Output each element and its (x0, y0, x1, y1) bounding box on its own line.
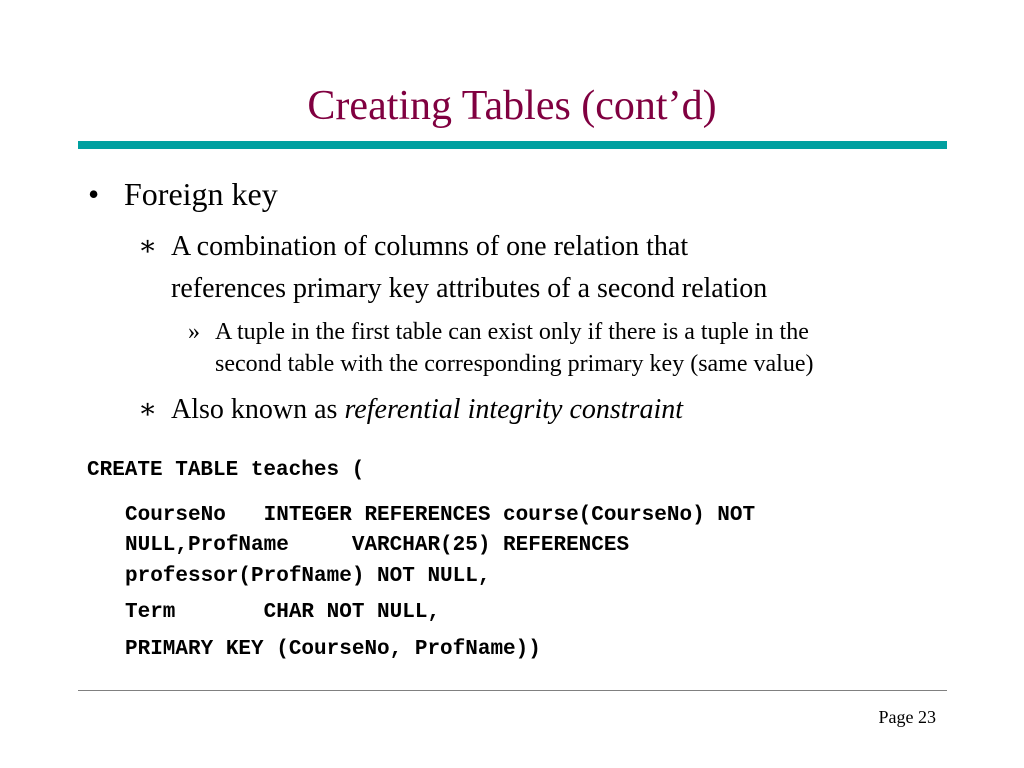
code-term-column: Term CHAR NOT NULL, (125, 601, 441, 624)
code-profname-reference: professor(ProfName) NOT NULL, (125, 565, 491, 588)
asterisk-bullet-icon: ∗ (138, 394, 158, 425)
code-create-table: CREATE TABLE teaches ( (87, 459, 365, 482)
code-courseno-column: CourseNo INTEGER REFERENCES course(CourseNo) NOT (125, 504, 756, 527)
title-underline (78, 141, 947, 149)
code-profname-column: NULL,ProfName VARCHAR(25) REFERENCES (125, 534, 630, 557)
also-known-as-text (171, 389, 683, 431)
bullet-foreign-key-text: Foreign key (124, 176, 278, 212)
tuple-line-1: A tuple in the first table can exist only if there is a tuple in the (215, 319, 809, 345)
tuple-line-2: second table with the corresponding primary key (same value) (215, 351, 814, 377)
page-number: Page 23 (878, 707, 936, 727)
bullet-dot-icon: • (88, 176, 100, 212)
footer-divider (78, 690, 947, 691)
asterisk-bullet-icon: ∗ (138, 231, 158, 262)
chevron-bullet-icon: » (188, 319, 200, 345)
definition-line-2: references primary key attributes of a second relation (171, 273, 768, 304)
code-primary-key: PRIMARY KEY (CourseNo, ProfName)) (125, 638, 541, 661)
referential-integrity-term: referential integrity constraint (344, 394, 683, 425)
slide-title: Creating Tables (cont’d) (307, 83, 717, 129)
definition-line-1: A combination of columns of one relation that (171, 231, 689, 262)
also-known-as-prefix: Also known as (171, 394, 345, 425)
